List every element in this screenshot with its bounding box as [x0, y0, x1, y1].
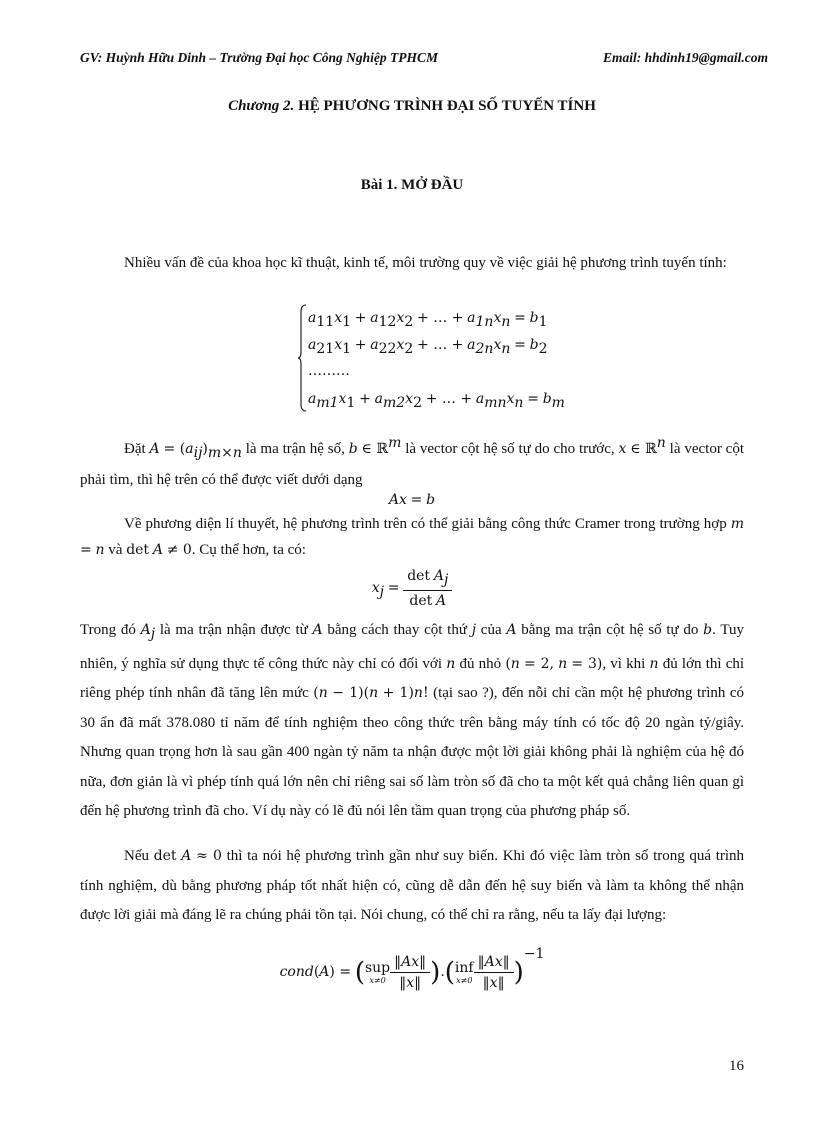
paragraph-intro: Nhiều vấn đề của khoa học kĩ thuật, kinh tế, môi trường quy về việc giải hệ phương trình tuyến tính:	[124, 255, 727, 271]
header-email: Email: hhdinh19@gmail.com	[602, 50, 768, 65]
linear-system-equation	[298, 304, 565, 414]
equation-cramer-formula: $x_j$ = $\frac{\det A_j}{\text{det A}}$	[80, 566, 744, 611]
equation-row-m: $a_{m1}x_1 + a_{m2}x_2$ + … + $a_{mn}x_n = b_m$	[308, 391, 565, 411]
page-number: 16	[729, 1058, 744, 1074]
chapter-name: HỆ PHƯƠNG TRÌNH ĐẠI SỐ TUYẾN TÍNH	[298, 98, 596, 114]
equation-row-1: $a_{11}x_1 + a_{12}x_2$ + … + $a_{1n}x_n = b_1$	[308, 310, 548, 330]
paragraph-near-singular: Nếu det A ≈ 0 thì ta nói hệ phương trình gần như suy biến. Khi đó việc làm tròn số trong quá trình tính nghiệm, dù bằng phương pháp tốt nhất hiện có, cũng dễ dẫn đến hệ suy biến và làm ta không thể nhận được lời giải mà đáng lẽ ra chúng phải tồn tại. Nói chung, có thể chỉ ra rằng, nếu ta lấy đại lượng:	[80, 848, 745, 923]
equation-condition-number: cond(A) = ( sup x≠0 $\frac{‖Ax‖}{‖x‖}$ ).( inf x≠0 $\frac{‖Ax‖}{‖x‖}$ )$^{-1}$	[279, 946, 545, 992]
lesson-title: Bài 1. MỞ ĐẦU	[360, 177, 464, 193]
chapter-title	[80, 98, 744, 115]
paragraph-cramer: Về phương diện lí thuyết, hệ phương trình trên có thể giải bằng công thức Cramer trong trường hợp m = n và det A ≠ 0. Cụ thể hơn, ta có:	[80, 516, 745, 558]
equation-row-dots: ………	[308, 363, 350, 379]
left-brace	[298, 304, 308, 412]
header-author: GV: Huỳnh Hữu Dinh – Trường Đại học Công Nghiệp TPHCM	[80, 50, 438, 65]
equation-row-2: $a_{21}x_1 + a_{22}x_2$ + … + $a_{2n}x_n = b_2$	[308, 337, 548, 357]
paragraph-definition: Đặt $A = (a_{ij})_{m\times n}$ là ma trận hệ số, b ∈ ℝ$^m$ là vector cột hệ số tự do cho trước, x ∈ ℝ$^n$ là vector cột phải tìm, thì hệ trên có thể được viết dưới dạng	[80, 435, 744, 488]
paragraph-explanation: Trong đó $A_j$ là ma trận nhận được từ A bằng cách thay cột thứ j của A bằng ma trận cột hệ số tự do b. Tuy nhiên, ý nghĩa sử dụng thực tế công thức này chỉ có đối với n đủ nhỏ (n = 2, n = 3), vì khi n đủ lớn thì chỉ riêng phép tính nhân đã tăng lên mức (n − 1)(n + 1)n! (tại sao ?), đến nỗi chỉ cần một hệ phương trình có 30 ẩn đã mất 378.080 tỉ năm để tính nghiệm theo công thức trên bằng máy tính có tốc độ 20 ngàn tỷ/giây. Nhưng quan trọng hơn là sau gần 400 ngàn tỷ năm ta nhận được một lời giải không phải là nghiệm của hệ đó nữa, đơn giản là vì phép tính quá lớn nên chỉ riêng sai số làm tròn số đã cho ta một kết quả chẳng liên quan gì đến hệ phương trình đã cho. Ví dụ này có lẽ đủ nói lên tầm quan trọng của phương pháp số.	[80, 622, 745, 819]
equation-ax-b: Ax = b	[388, 492, 436, 508]
chapter-label: Chương 2.	[228, 98, 295, 114]
